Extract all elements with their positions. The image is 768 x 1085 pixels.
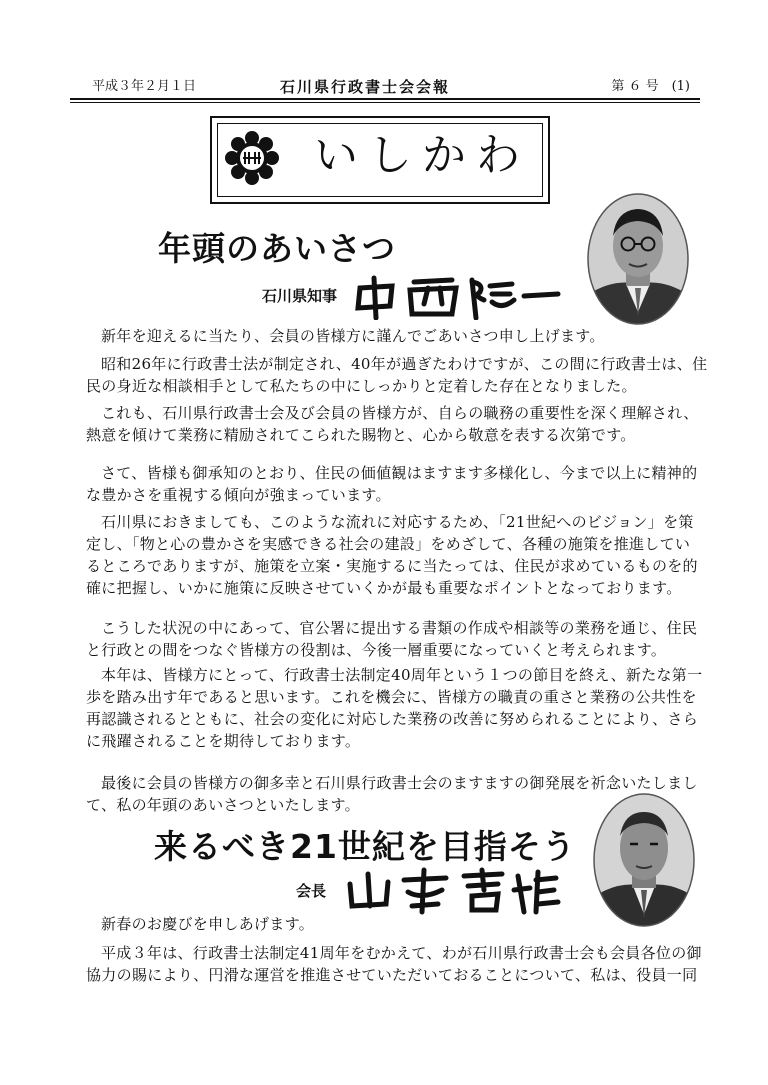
text-line: 熱意を傾けて業務に精励されてこられた賜物と、心から敬意を表する次第です。	[86, 426, 636, 444]
chairman-portrait	[592, 792, 696, 928]
page-header	[70, 78, 700, 96]
masthead-title: いしかわ	[314, 130, 530, 181]
text-line: 民の身近な相談相手として私たちの中にしっかりと定着した存在となりました。	[86, 377, 637, 395]
article2-paragraph-1	[86, 913, 711, 935]
text-line: 石川県におきましても、このような流れに対応するため、「21世紀へのビジョン」を策	[101, 513, 694, 531]
text-line: な豊かさを重視する傾向が強まっています。	[86, 486, 391, 504]
text-line: 新年を迎えるに当たり、会員の皆様方に謹んでごあいさつ申し上げます。	[101, 327, 605, 345]
text-line: と行政との間をつなぐ皆様方の役割は、今後一層重要になっていくと考えられます。	[86, 641, 667, 659]
governor-signature	[352, 274, 562, 320]
article1-paragraph-1	[86, 325, 711, 347]
issue-date: 平成３年２月１日	[92, 79, 197, 94]
header-rule-thick	[70, 98, 700, 100]
article1-paragraph-7	[86, 664, 711, 752]
text-line: て、私の年頭のあいさつといたします。	[86, 796, 360, 814]
governor-portrait	[586, 192, 690, 326]
text-line: 本年は、皆様方にとって、行政書士法制定40周年という１つの節目を終え、新たな第一	[101, 666, 703, 684]
article1-paragraph-5	[86, 511, 711, 599]
text-line: こうした状況の中にあって、官公署に提出する書類の作成や相談等の業務を通じ、住民	[101, 619, 698, 637]
header-rule-thin	[70, 102, 700, 103]
text-line: 平成３年は、行政書士法制定41周年をむかえて、わが石川県行政書士会も会員各位の御	[101, 944, 702, 962]
article-title-new-year-greeting: 年頭のあいさつ	[158, 229, 396, 268]
text-line: これも、石川県行政書士会及び会員の皆様方が、自らの職務の重要性を深く理解され、	[101, 404, 699, 422]
text-line: に飛躍されることを期待しております。	[86, 732, 361, 750]
text-line: 確に把握し、いかに施策に反映させていくかが最も重要なポイントとなっております。	[86, 579, 682, 597]
newsletter-name: 石川県行政書士会会報	[280, 78, 451, 96]
article1-paragraph-2	[86, 353, 711, 397]
article-title-21st-century: 来るべき21世紀を目指そう	[154, 827, 576, 866]
article2-paragraph-2	[86, 942, 711, 986]
author-title-chairman: 会長	[296, 882, 327, 900]
text-line: 定し、「物と心の豊かさを実感できる社会の建設」をめざして、各種の施策を推進してい	[86, 535, 691, 553]
text-line: 昭和26年に行政書士法が制定され、40年が過ぎたわけですが、この間に行政書士は、住	[101, 355, 708, 373]
article1-paragraph-6	[86, 617, 711, 661]
article1-paragraph-4	[86, 462, 711, 506]
issue-number: 第 ６ 号 (1)	[611, 79, 690, 94]
text-line: るところでありますが、施策を立案・実施するに当たっては、住民が求めているものを的	[86, 557, 698, 575]
chairman-signature	[342, 866, 562, 916]
masthead-box	[210, 116, 550, 204]
article1-paragraph-3	[86, 402, 711, 446]
association-emblem-icon	[224, 130, 280, 186]
text-line: 新春のお慶びを申しあげます。	[101, 915, 315, 933]
text-line: 最後に会員の皆様方の御多幸と石川県行政書士会のますますの御発展を祈念いたしまし	[101, 774, 698, 792]
text-line: 協力の賜により、円滑な運営を推進させていただいておることについて、私は、役員一同	[86, 966, 698, 984]
author-title-governor: 石川県知事	[262, 287, 338, 305]
text-line: 歩を踏み出す年であると思います。これを機会に、皆様方の職責の重さと業務の公共性を	[86, 688, 697, 706]
text-line: 再認識されるとともに、社会の変化に対応した業務の改善に努められることにより、さら	[86, 710, 699, 728]
text-line: さて、皆様も御承知のとおり、住民の価値観はますます多様化し、今まで以上に精神的	[101, 464, 698, 482]
